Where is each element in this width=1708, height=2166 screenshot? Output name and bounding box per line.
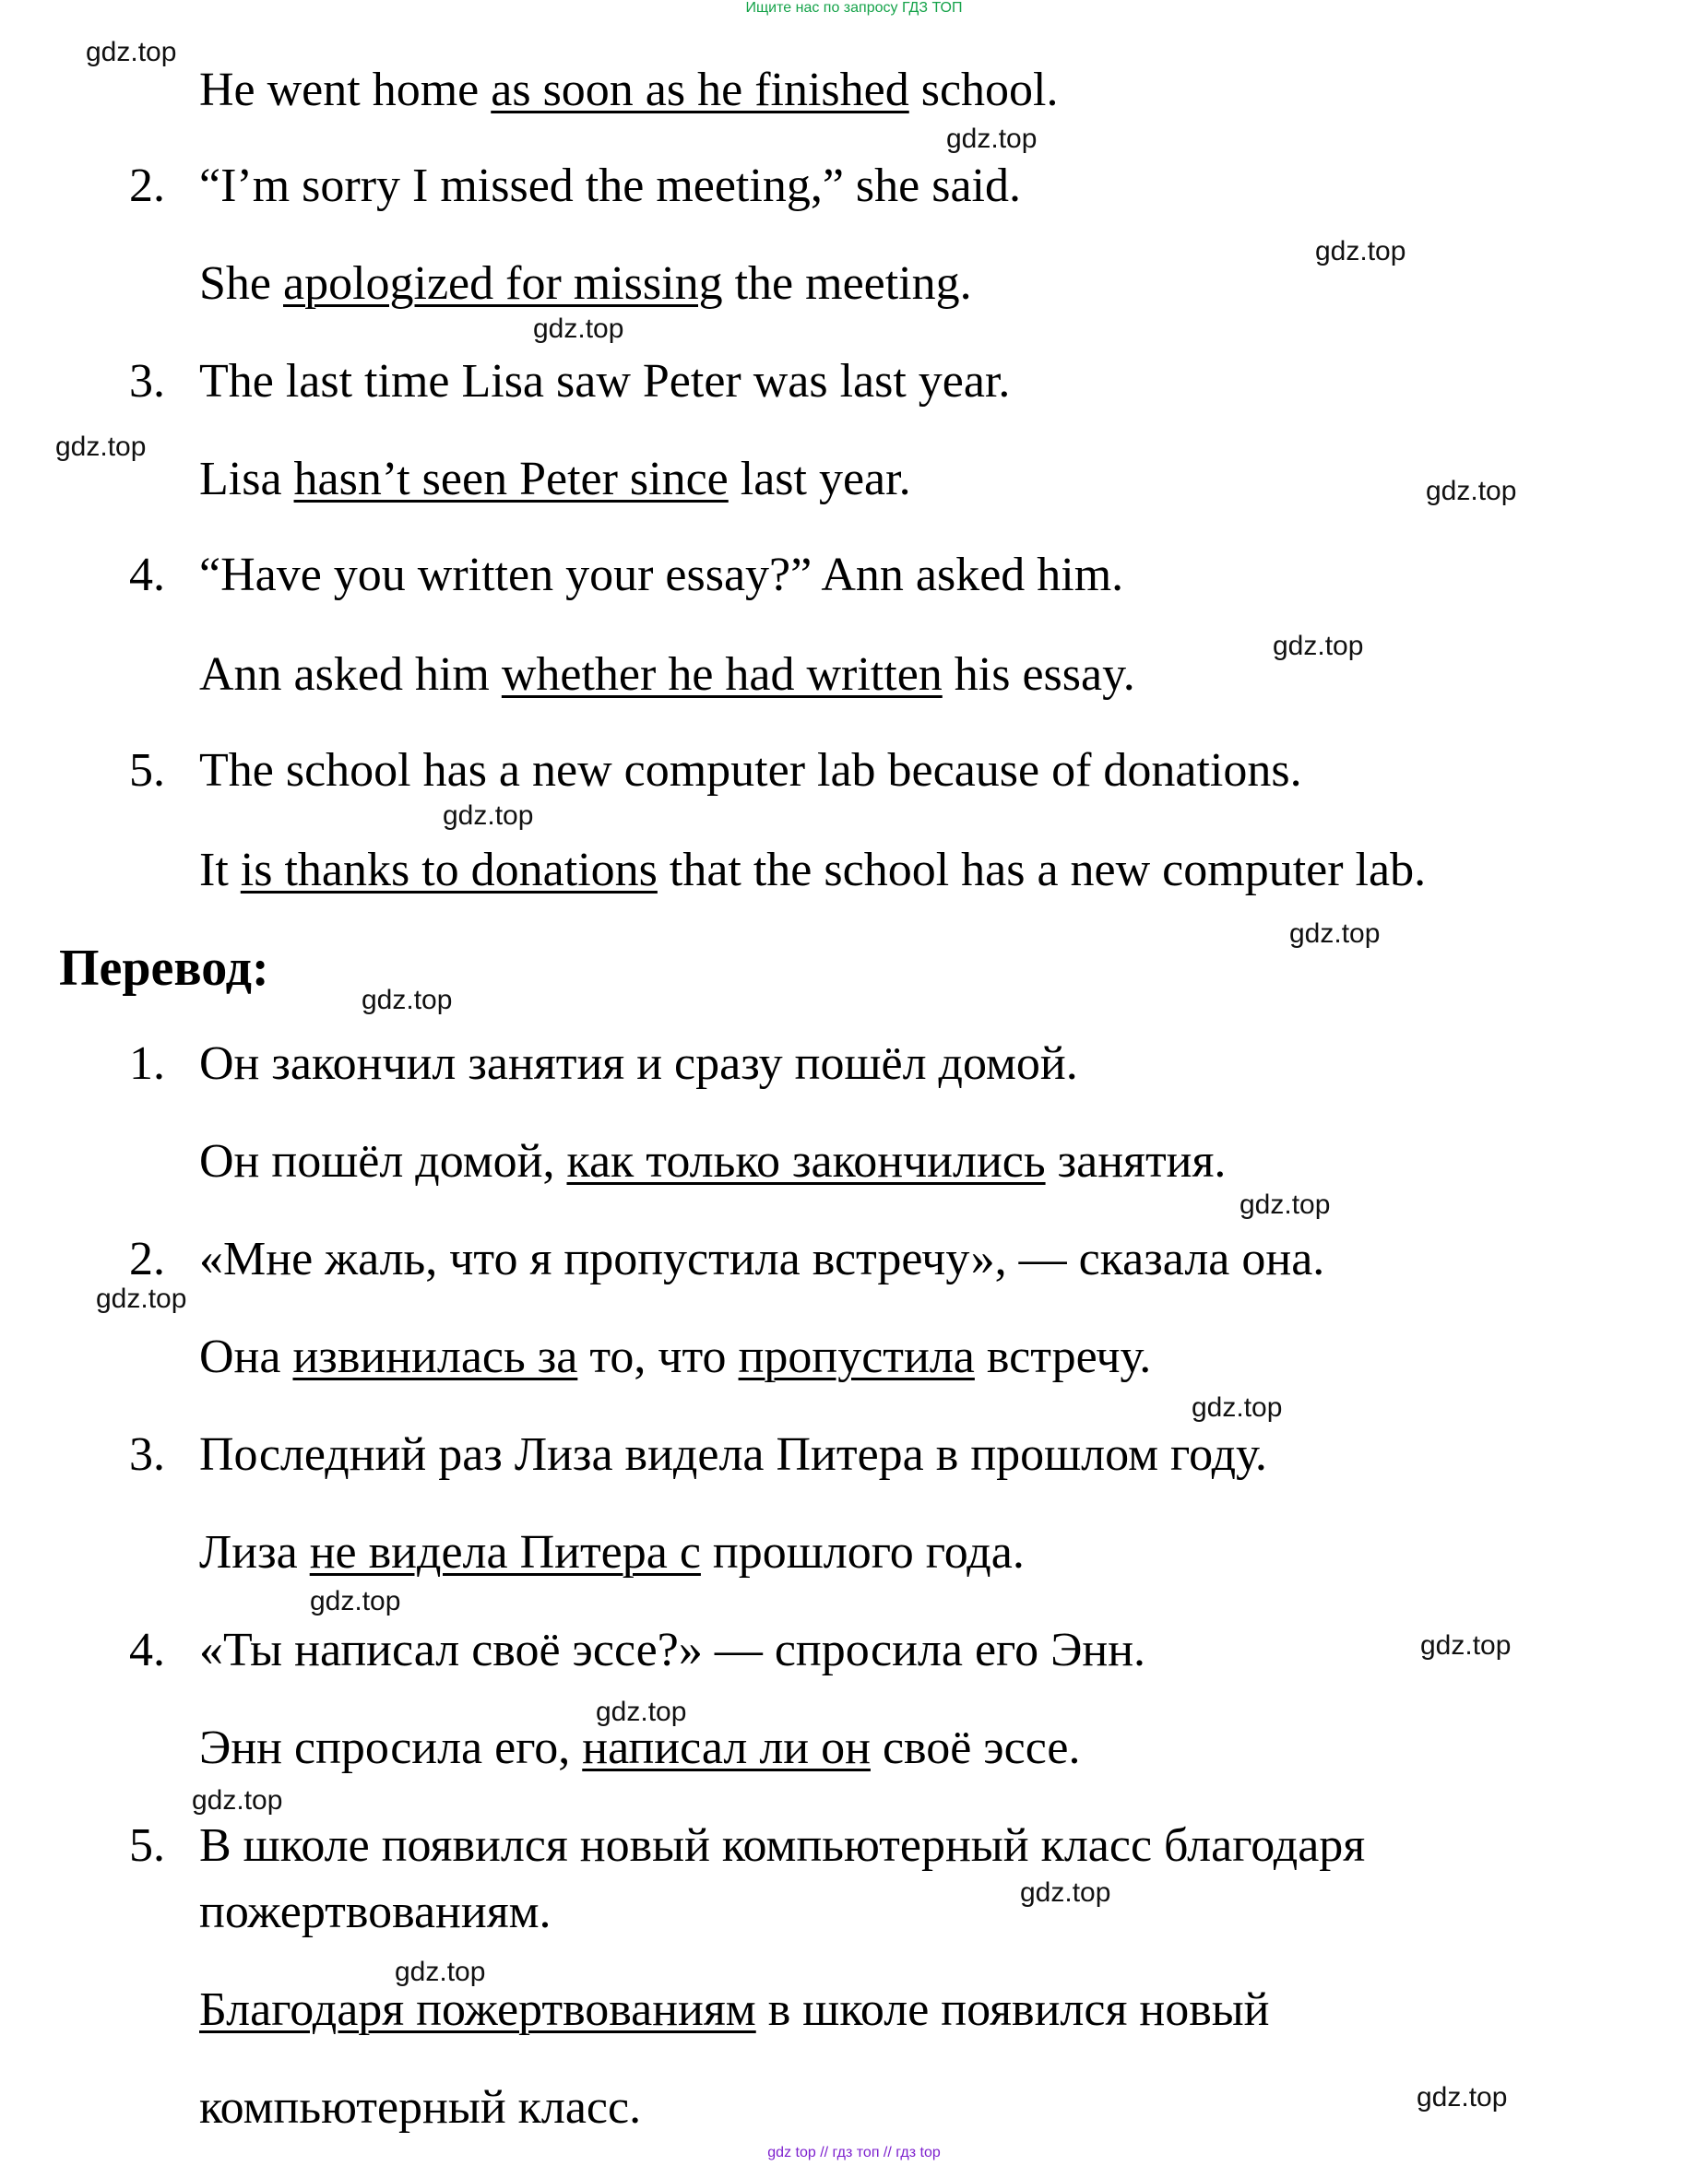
translation-item-3-answer: Лиза не видела Питера с прошлого года. <box>199 1526 1025 1579</box>
watermark: gdz.top <box>1273 631 1364 661</box>
english-item-5-number: 5. <box>129 744 165 797</box>
english-item-3-number: 3. <box>129 355 165 408</box>
watermark: gdz.top <box>395 1957 486 1987</box>
watermark: gdz.top <box>1417 2082 1508 2113</box>
watermark: gdz.top <box>596 1697 687 1727</box>
translation-item-1-number: 1. <box>129 1037 165 1090</box>
translation-item-5-question-line1: В школе появился новый компьютерный класс благодаря <box>199 1819 1366 1872</box>
translation-heading: Перевод: <box>59 940 269 997</box>
translation-item-2-number: 2. <box>129 1233 165 1285</box>
english-item-4-question: “Have you written your essay?” Ann asked him. <box>199 549 1124 601</box>
watermark: gdz.top <box>1420 1630 1512 1661</box>
translation-item-5-answer-line2: компьютерный класс. <box>199 2081 642 2134</box>
translation-item-3-question: Последний раз Лиза видела Питера в прошлом году. <box>199 1428 1267 1481</box>
translation-item-1-answer: Он пошёл домой, как только закончились занятия. <box>199 1135 1227 1188</box>
translation-item-3-number: 3. <box>129 1428 165 1481</box>
english-item-2-question: “I’m sorry I missed the meeting,” she said. <box>199 160 1021 212</box>
watermark: gdz.top <box>1239 1190 1331 1220</box>
translation-item-5-number: 5. <box>129 1819 165 1872</box>
translation-item-2-question: «Мне жаль, что я пропустила встречу», — сказала она. <box>199 1233 1325 1285</box>
english-item-3-question: The last time Lisa saw Peter was last year. <box>199 355 1011 408</box>
watermark: gdz.top <box>1315 236 1406 266</box>
watermark: gdz.top <box>946 124 1038 154</box>
english-item-3-answer: Lisa hasn’t seen Peter since last year. <box>199 453 911 505</box>
translation-item-2-answer: Она извинилась за то, что пропустила встречу. <box>199 1331 1152 1383</box>
watermark: gdz.top <box>1020 1877 1111 1908</box>
english-item-5-question: The school has a new computer lab because of donations. <box>199 744 1302 797</box>
translation-item-1-question: Он закончил занятия и сразу пошёл домой. <box>199 1037 1078 1090</box>
watermark: gdz.top <box>55 432 147 462</box>
watermark: gdz.top <box>362 985 453 1015</box>
watermark: gdz.top <box>86 37 177 67</box>
translation-item-4-number: 4. <box>129 1624 165 1676</box>
translation-item-5-question-line2: пожертвованиям. <box>199 1886 552 1938</box>
watermark: gdz.top <box>443 800 534 831</box>
english-item-1-answer: He went home as soon as he finished school. <box>199 64 1059 116</box>
english-item-5-answer: It is thanks to donations that the school has a new computer lab. <box>199 844 1427 896</box>
watermark: gdz.top <box>310 1586 401 1616</box>
translation-item-4-answer: Энн спросила его, написал ли он своё эссе. <box>199 1722 1081 1774</box>
english-item-2-number: 2. <box>129 160 165 212</box>
watermark: gdz.top <box>1426 476 1517 506</box>
english-item-4-answer: Ann asked him whether he had written his essay. <box>199 648 1135 701</box>
watermark: gdz.top <box>533 314 624 344</box>
english-item-2-answer: She apologized for missing the meeting. <box>199 257 972 310</box>
watermark: gdz.top <box>1289 918 1381 949</box>
watermark: gdz.top <box>192 1785 283 1816</box>
translation-item-5-answer: Благодаря пожертвованиям в школе появился новый <box>199 1983 1270 2036</box>
top-banner[interactable]: Ищите нас по запросу ГДЗ ТОП <box>745 0 963 16</box>
english-item-4-number: 4. <box>129 549 165 601</box>
watermark: gdz.top <box>96 1284 187 1314</box>
watermark: gdz.top <box>1192 1392 1283 1423</box>
footer-links[interactable]: gdz top // гдз топ // гдз top <box>767 2145 941 2160</box>
translation-item-4-question: «Ты написал своё эссе?» — спросила его Энн. <box>199 1624 1146 1676</box>
